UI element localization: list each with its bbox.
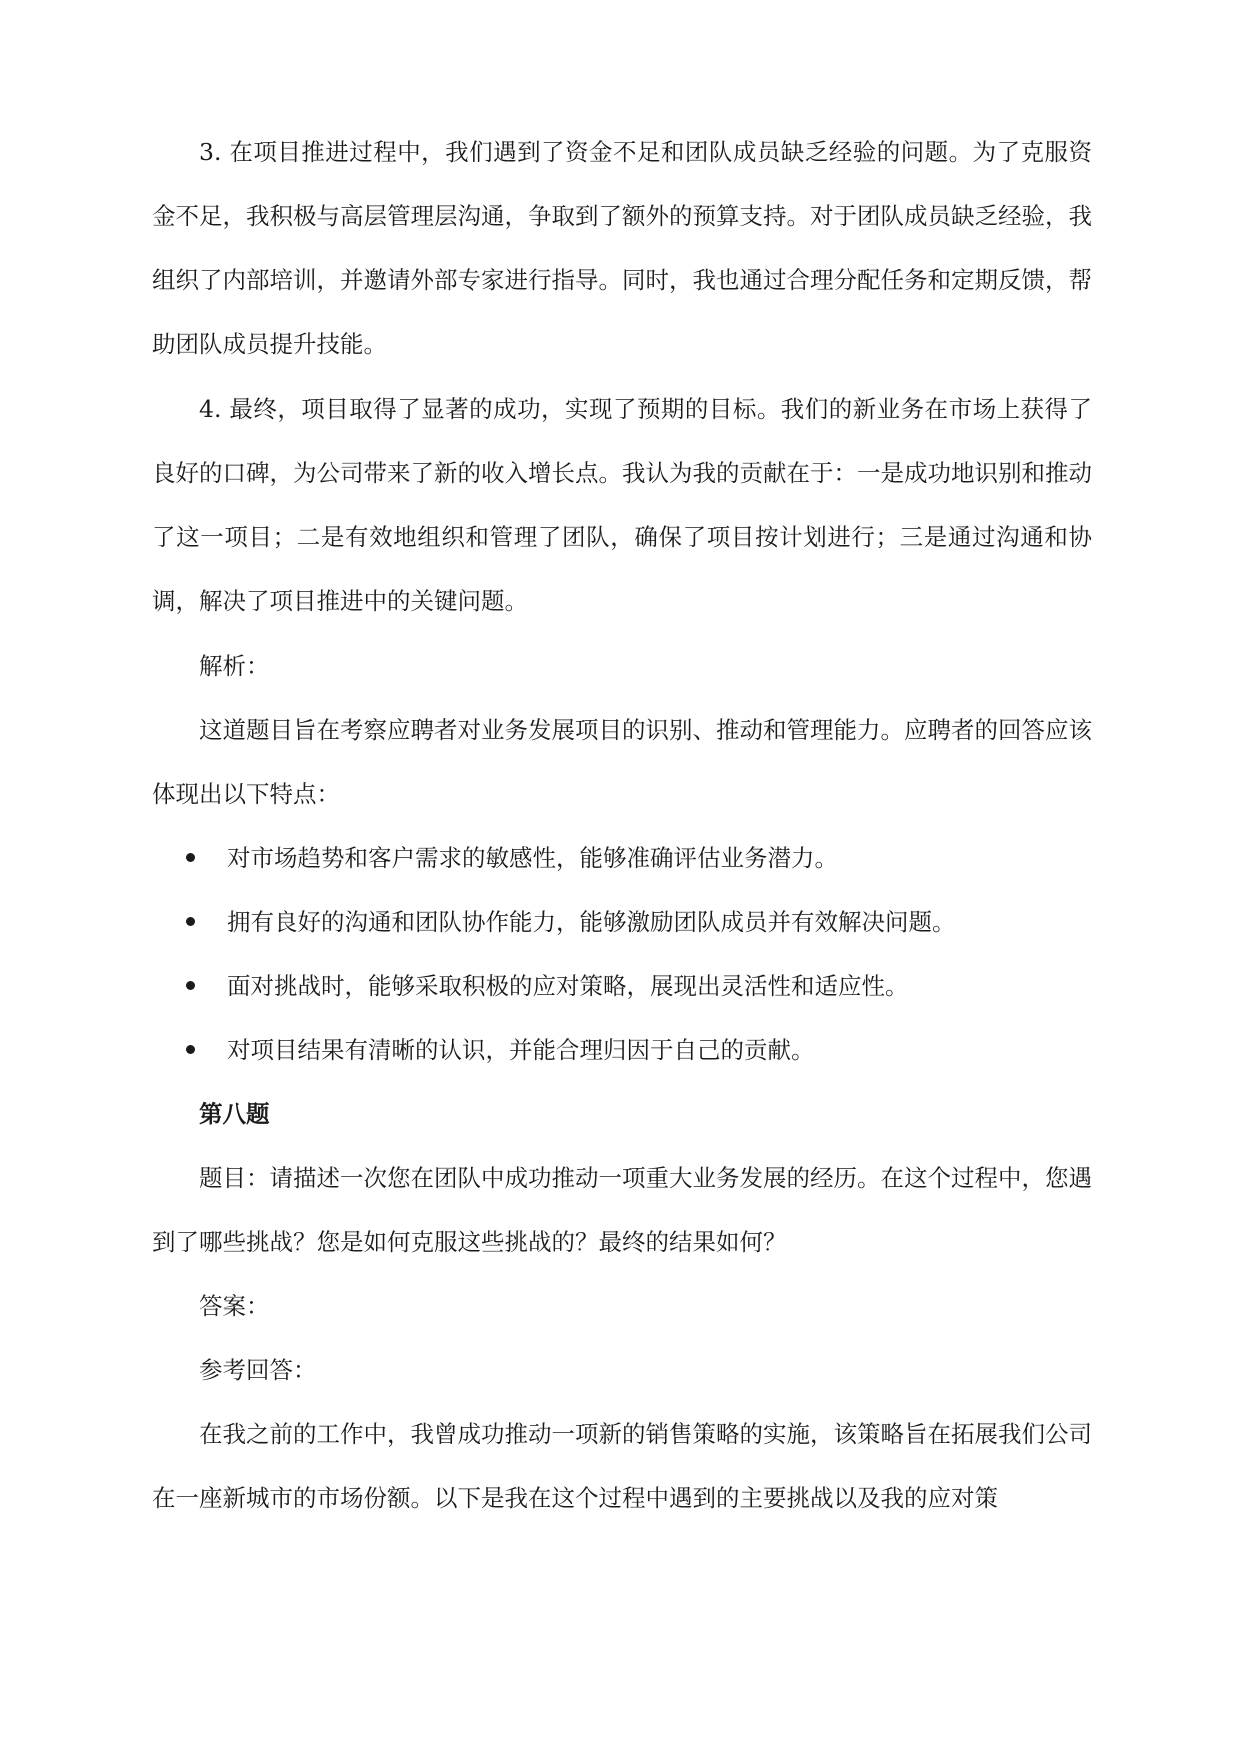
bullet-text: 对项目结果有清晰的认识，并能合理归因于自己的贡献。 (227, 1036, 815, 1064)
bullet-dot-icon (186, 853, 195, 862)
paragraph-point-4: 4. 最终，项目取得了显著的成功，实现了预期的目标。我们的新业务在市场上获得了良好的口碑，为公司带来了新的收入增长点。我认为我的贡献在于：一是成功地识别和推动了这一项目；二是有效地组织和管理了团队，确保了项目按计划进行；三是通过沟通和协调，解决了项目推进中的关键问题。 (152, 395, 1092, 615)
analysis-label: 解析： (199, 652, 270, 680)
bullet-dot-icon (186, 981, 195, 990)
bullet-text: 对市场趋势和客户需求的敏感性，能够准确评估业务潜力。 (227, 844, 838, 872)
reference-paragraph: 在我之前的工作中，我曾成功推动一项新的销售策略的实施，该策略旨在拓展我们公司在一座新城市的市场份额。以下是我在这个过程中遇到的主要挑战以及我的应对策 (152, 1420, 1092, 1512)
answer-label: 答案： (199, 1292, 270, 1320)
question-paragraph: 题目：请描述一次您在团队中成功推动一项重大业务发展的经历。在这个过程中，您遇到了哪些挑战？您是如何克服这些挑战的？最终的结果如何？ (152, 1164, 1092, 1256)
bullet-text: 面对挑战时，能够采取积极的应对策略，展现出灵活性和适应性。 (227, 972, 909, 1000)
bullet-dot-icon (186, 917, 195, 926)
section-title: 第八题 (199, 1100, 270, 1128)
reference-label: 参考回答： (199, 1356, 317, 1384)
analysis-paragraph: 这道题目旨在考察应聘者对业务发展项目的识别、推动和管理能力。应聘者的回答应该体现出以下特点： (152, 716, 1092, 808)
paragraph-point-3: 3. 在项目推进过程中，我们遇到了资金不足和团队成员缺乏经验的问题。为了克服资金不足，我积极与高层管理层沟通，争取到了额外的预算支持。对于团队成员缺乏经验，我组织了内部培训，并邀请外部专家进行指导。同时，我也通过合理分配任务和定期反馈，帮助团队成员提升技能。 (152, 138, 1092, 358)
bullet-dot-icon (186, 1045, 195, 1054)
bullet-text: 拥有良好的沟通和团队协作能力，能够激励团队成员并有效解决问题。 (227, 908, 956, 936)
